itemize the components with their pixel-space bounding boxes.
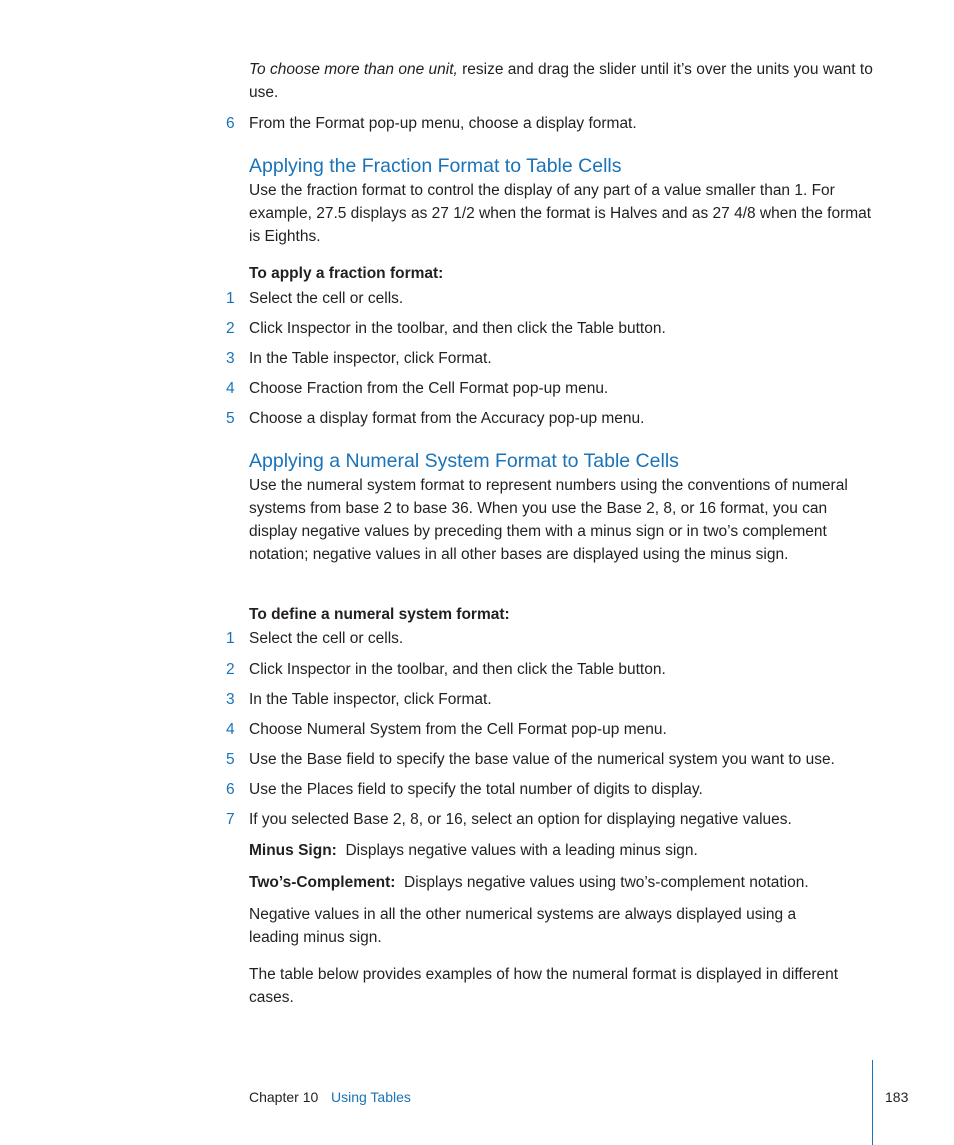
option-desc: Displays negative values with a leading minus sign.	[345, 842, 698, 859]
option-twos-complement	[249, 871, 874, 894]
step-number: 6	[226, 115, 235, 132]
step-text: Select the cell or cells.	[249, 290, 404, 307]
footer-divider	[872, 1060, 873, 1145]
list-item	[226, 112, 876, 135]
list-item	[226, 658, 876, 681]
option-desc: Displays negative values using two’s-complement notation.	[404, 874, 809, 891]
step-number: 3	[226, 691, 235, 708]
fraction-body: Use the fraction format to control the display of any part of a value smaller than 1. For example, 27.5 displays as 27 1/2 when the format is Halves and as 27 4/8 when the format is Eighths.	[249, 182, 872, 245]
list-item	[226, 317, 876, 340]
option-term: Two’s-Complement:	[249, 874, 396, 891]
numeral-body: Use the numeral system format to represent numbers using the conventions of numeral systems from base 2 to base 36. When you use the Base 2, 8, or 16 format, you can display negative values by preceding them with a minus sign or in two’s complement notation; negative values in all other bases are displayed using the minus sign.	[249, 477, 848, 563]
step-text: Choose a display format from the Accuracy pop-up menu.	[249, 410, 645, 427]
intro-italic: To choose more than one unit,	[249, 61, 458, 78]
step-number: 5	[226, 751, 235, 768]
closing-paragraph: The table below provides examples of how the numeral format is displayed in different cases.	[249, 966, 839, 1006]
step-text: If you selected Base 2, 8, or 16, select an option for displaying negative values.	[249, 811, 792, 828]
footer-chapter-title: Using Tables	[331, 1089, 411, 1105]
option-term: Minus Sign:	[249, 842, 337, 859]
step-text: Select the cell or cells.	[249, 630, 404, 647]
step-text: In the Table inspector, click Format.	[249, 350, 492, 367]
intro-paragraph	[249, 58, 874, 104]
footer-chapter: Chapter 10	[249, 1089, 319, 1105]
step-text: Click Inspector in the toolbar, and then click the Table button.	[249, 320, 666, 337]
step-number: 7	[226, 811, 235, 828]
list-item	[226, 808, 876, 831]
step-text: Choose Fraction from the Cell Format pop-up menu.	[249, 380, 609, 397]
section-heading-numeral	[249, 449, 874, 473]
list-item	[226, 778, 876, 801]
step-text: Use the Base field to specify the base value of the numerical system you want to use.	[249, 751, 835, 768]
list-item	[226, 688, 876, 711]
step-number: 1	[226, 630, 235, 647]
step-number: 1	[226, 290, 235, 307]
list-item	[226, 407, 876, 430]
page-number: 183	[885, 1089, 909, 1105]
list-item	[226, 718, 876, 741]
option-minus-sign	[249, 839, 874, 862]
list-item	[226, 287, 876, 310]
step-number: 6	[226, 781, 235, 798]
intro-text: resize and drag the slider until it’s over the units you want to use.	[249, 61, 873, 101]
fraction-task-title: To apply a fraction format:	[249, 265, 444, 282]
step-number: 2	[226, 320, 235, 337]
section-heading-fraction	[249, 154, 874, 178]
list-item	[226, 377, 876, 400]
step-text: Use the Places field to specify the total number of digits to display.	[249, 781, 703, 798]
step-text: From the Format pop-up menu, choose a display format.	[249, 115, 637, 132]
step-number: 4	[226, 380, 235, 397]
note-paragraph: Negative values in all the other numerical systems are always displayed using a leading minus sign.	[249, 906, 797, 946]
list-item	[226, 748, 876, 771]
heading-text: Applying a Numeral System Format to Table Cells	[249, 450, 679, 472]
numeral-task-title: To define a numeral system format:	[249, 606, 510, 623]
list-item	[226, 627, 876, 650]
list-item	[226, 347, 876, 370]
step-number: 4	[226, 721, 235, 738]
heading-text: Applying the Fraction Format to Table Cells	[249, 155, 622, 177]
step-number: 5	[226, 410, 235, 427]
step-number: 3	[226, 350, 235, 367]
step-text: Choose Numeral System from the Cell Format pop-up menu.	[249, 721, 667, 738]
step-text: In the Table inspector, click Format.	[249, 691, 492, 708]
step-number: 2	[226, 661, 235, 678]
step-text: Click Inspector in the toolbar, and then click the Table button.	[249, 661, 666, 678]
